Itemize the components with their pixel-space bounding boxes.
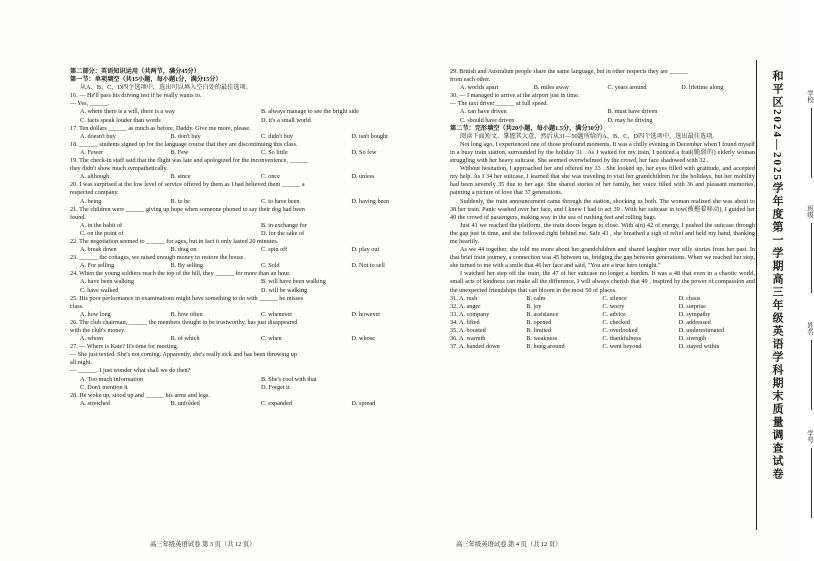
option: C. once (261, 173, 280, 181)
option: C. on the point of (80, 229, 124, 237)
left-column (70, 68, 442, 408)
option: A. have been walking (80, 278, 134, 286)
question-item (70, 206, 442, 238)
school-label: 学校 (806, 90, 813, 103)
school-blank (811, 108, 812, 178)
option: A. being (80, 197, 102, 205)
option: C. years around (607, 84, 647, 92)
question-stem: 24. When the young soldiers reach the top of the hill, they ______ for more than an hour. (70, 270, 291, 278)
option: A. how long (80, 310, 111, 318)
option: D. addressed (678, 318, 711, 326)
option: D. Not to sell (351, 262, 385, 270)
option: D. surprise (678, 302, 706, 310)
cloze-option-row (450, 295, 755, 303)
option: B. unfolded (170, 399, 200, 407)
option-row (70, 400, 442, 408)
question-stem: 26. The club chairman, ______ the members thought to be trustworthy, has just disappeared (70, 318, 298, 326)
option-row (70, 222, 442, 230)
option-row (70, 246, 442, 254)
option: B. joy (526, 302, 542, 310)
option: D. unless (351, 173, 375, 181)
option: B. since (170, 173, 191, 181)
question-stem: 20. I was surprised at the low level of service offered by them as I had believed them ______ a (70, 181, 305, 189)
option: B. drag on (170, 246, 197, 254)
option: A. where there is a will, there is a way (80, 108, 176, 116)
option: A. although (80, 173, 110, 181)
question-stem: class. (70, 302, 84, 310)
option: D. chaos (678, 294, 701, 302)
question-item (70, 295, 442, 319)
option: C. expanded (261, 399, 292, 407)
option: C. didn't buy (261, 132, 293, 140)
question-item (70, 270, 442, 294)
option: A. Fewer (80, 148, 104, 156)
question-stem: 18. ______ students signed up for the language course that they are discontinuing this class. (70, 140, 298, 148)
question-stem: found. (70, 213, 86, 221)
right-question-list (450, 68, 755, 125)
option: D. will be walking (261, 286, 308, 294)
option-row (450, 108, 755, 116)
option-row (70, 335, 442, 343)
class-label: 班级 (806, 205, 813, 218)
cloze-option-row (450, 311, 755, 319)
option: A. whom (80, 335, 104, 343)
question-stem: — She just texted. She's not coming. Apparently, she's really sick and has been throwing up (70, 351, 297, 359)
option: C. spin off (261, 246, 288, 254)
option-row (70, 108, 442, 116)
option-row (70, 133, 442, 141)
option: D. isn't bought (351, 132, 388, 140)
passage-paragraph: Without hesitation, I approached her and offered my 33 . She looked up, her eyes filled with gratitude, and accepted my help. As I 34 her suitcase, I learned that she was traveling to visit her grandchildren for the holidays, but her mobility had been severely 35 due to her age. She shared stories of her family, her voice filled with 36 and pleasant memories, painting a picture of love that 37 generations. (450, 165, 755, 197)
option: C. silence (602, 294, 627, 302)
section2-title: 第二节：完形填空（共20小题，每小题1.5分，满分30分） (450, 124, 607, 132)
question-stem: all night. (70, 359, 92, 367)
option: B. will have been walking (261, 278, 326, 286)
option: D. play out (351, 246, 380, 254)
option: A. Too much information (80, 375, 144, 383)
option: B. of which (170, 335, 200, 343)
option: C. whenever (261, 310, 293, 318)
question-stem: from each other. (450, 76, 491, 84)
passage-paragraph: Suddenly, the train announcement came through the station, shocking us both. The woman realized she was about to 38 her train. Panic washed over her face, and I knew I had to act 39 . With her suitcase in tow(被拖着移动), I guided her 40 the crowd of passengers, making way in the sea of rushing feet and rolling bags. (450, 197, 755, 221)
right-footer: 高三年级英语试卷 第 4 页（共 12 页） (456, 541, 562, 548)
option: C. went beyond (602, 343, 642, 351)
question-stem: with the club's money. (70, 327, 126, 334)
option: B. to be (170, 197, 190, 205)
option: C. to have been (261, 197, 300, 205)
option: C. overlooked (602, 327, 638, 334)
option: B. must have driven (607, 108, 658, 116)
question-stem: — The taxi driver ______ at full speed. (450, 100, 548, 108)
option: D. So few (351, 148, 377, 156)
student-number-label: 学号 (806, 430, 813, 443)
option: A. worlds apart (460, 84, 499, 92)
option: B. in exchange for (261, 221, 307, 229)
cloze-passage (450, 141, 755, 295)
option: C. facts speak louder than words (80, 116, 161, 124)
option: D. strength (678, 335, 707, 343)
option: D. lifetime along (681, 84, 724, 92)
option: C. advice (602, 310, 626, 318)
question-item (70, 392, 442, 408)
option: D. having been (351, 197, 390, 205)
question-stem: respected company. (70, 189, 119, 197)
question-item (70, 238, 442, 254)
section1-title: 第一节：单项填空（共15小题，每小题1分，满分15分） (70, 76, 222, 84)
option: D. Forget it (261, 383, 290, 391)
option: C. Sold (261, 262, 280, 270)
option: B. hung around (526, 343, 565, 351)
option: D. spread (351, 399, 376, 407)
option: 37. A. handed down (450, 343, 500, 351)
question-stem: 21. The children were ______ giving up hope when someone phoned to say their dog had been (70, 205, 305, 213)
option: C. checked (602, 318, 630, 326)
option: D. sympathy (678, 310, 711, 318)
question-item (70, 343, 442, 392)
option-row (450, 84, 755, 92)
option: B. how often (170, 310, 203, 318)
option-row (70, 173, 442, 181)
name-label: 姓名 (806, 322, 813, 335)
option: A. doesn't buy (80, 132, 116, 140)
option: A. can have driven (460, 108, 507, 116)
option-row (70, 287, 442, 295)
option-row (70, 278, 442, 286)
section1-instructions: 从A、B、C、D四个选项中，选出可以填入空白处的最佳选项。 (80, 84, 252, 92)
option: A. in the habit of (80, 221, 123, 229)
cloze-option-row (450, 319, 755, 327)
name-blank (811, 340, 812, 410)
option: A. stretched (80, 399, 110, 407)
section2-instructions: 阅读下面短文，掌握其大意，然后从31—50题所给的A、B、C、D四个选项中，选出最佳选项。 (460, 132, 719, 140)
option: 35. A. boosted (450, 327, 486, 334)
question-item (70, 92, 442, 124)
option: D. may be driving (607, 116, 653, 124)
option: 33. A. company (450, 310, 490, 318)
option-row (70, 384, 442, 392)
option-row (450, 117, 755, 125)
question-item (450, 68, 755, 92)
class-blank (811, 223, 812, 293)
cloze-option-row (450, 335, 755, 343)
option: C. worry (602, 302, 625, 310)
option-row (70, 198, 442, 206)
option: B. miles away (533, 84, 569, 92)
option-row (70, 262, 442, 270)
left-footer: 高三年级英语试卷 第 3 页（共 12 页） (150, 541, 256, 548)
option: D. however (351, 310, 381, 318)
option: B. assistance (526, 310, 559, 318)
option: 34. A. lifted (450, 318, 480, 326)
question-item (70, 141, 442, 157)
option: D. for the sake of (261, 229, 305, 237)
option: 32. A. anger (450, 302, 481, 310)
cloze-option-row (450, 327, 755, 335)
option-row (70, 149, 442, 157)
question-item (70, 181, 442, 205)
question-stem: 28. He woke up, stood up and ______ his arms and legs. (70, 391, 210, 399)
question-stem: they didn't show much sympathetically. (70, 165, 168, 173)
option-row (70, 117, 442, 125)
option-row (70, 230, 442, 238)
cloze-option-row (450, 343, 755, 351)
question-item (70, 157, 442, 181)
option: C. when (261, 335, 282, 343)
question-stem: 22. The negotiation seemed to ______ for ages, but in fact it only lasted 20 minutes. (70, 237, 279, 245)
exam-title: 和平区2024—2025学年度第一学期高三年级英语学科期末质量调查试卷 (771, 70, 783, 481)
binding-margin (756, 60, 813, 530)
passage-paragraph: I watched her step off the train, the 47 of her suitcase no longer a burden. It was a 48 that even in a chaotic world, small acts of kindness can make all the difference. I will always cherish that 49 , inspired by the power of compassion and the unexpected friendships that can bloom in the most 50 of places. (450, 270, 755, 294)
option: C. thankfulness (602, 335, 641, 343)
option: 36. A. warmth (450, 335, 486, 343)
question-stem: — Yes, ______. (70, 100, 110, 108)
passage-paragraph: Not long ago, I experienced one of those profound moments. It was a chilly evening in December when I found myself in a busy train station, surrounded by the holiday 31 . As I waited for my train, I noticed a frail(脆弱的) elderly woman struggling with her heavy suitcase. She seemed overwhelmed by the crowd, her face shadowed with 32 . (450, 140, 755, 165)
option-row (70, 376, 442, 384)
right-column (450, 68, 755, 351)
student-number-blank (811, 448, 812, 518)
question-item (70, 319, 442, 343)
option: B. always manage to see the bright side (261, 108, 359, 116)
option: B. By selling (170, 262, 203, 270)
passage-paragraph: Just 41 we reached the platform, the train doors began to close. With a(n) 42 of energy, I pushed the suitcase through the gap just in time, and she followed right behind me. Safe 43 , she breathed a sigh of relief and held my hand, thanking me heartily. (450, 221, 755, 245)
option: C. Don't mention it (80, 383, 128, 391)
option: B. weakness (526, 335, 558, 343)
option: B. limited (526, 327, 551, 334)
option: B. She's cool with that (261, 375, 317, 383)
passage-paragraph: As we 44 together, she told me more about her grandchildren and shared laughter over silly stories from her past. In that brief train journey, a connection was 45 between us, bridging the gap between generations. When we reached her stop, she turned to me with a smile that 46 her face and said, "You are a true hero tonight." (450, 246, 755, 270)
option: D. underestimated (678, 327, 725, 334)
question-stem: 19. The check-in staff said that the flight was late and apologized for the inconvenience, ______ (70, 157, 309, 165)
option: A. break down (80, 246, 117, 254)
option: C. have walked (80, 286, 119, 294)
option: C. should have driven (460, 116, 515, 124)
cloze-option-row (450, 303, 755, 311)
right-page (446, 0, 813, 561)
section-header: 第二部分：英语知识运用（共两节，满分45分） (70, 68, 200, 75)
option: D. whose (351, 335, 375, 343)
option: D. it's a small world (261, 116, 311, 124)
cloze-options (450, 295, 755, 352)
left-question-list (70, 92, 442, 408)
question-stem: 23. ______ the cottages, we raised enough money to restore the house. (70, 254, 245, 262)
option: B. calm (526, 294, 546, 302)
question-stem: 16. — He'll pass his driving test if he really wants to. (70, 92, 202, 100)
question-item (450, 92, 755, 124)
option-row (70, 311, 442, 319)
question-item (70, 254, 442, 270)
question-stem: 29. British and Australian people share the same language, but in other respects they are ______ (450, 68, 688, 75)
option: B. don't buy (170, 132, 201, 140)
question-stem: 17. Ten dollars ______ as much as before, Daddy. Give me more, please. (70, 124, 251, 132)
option: B. Few (170, 148, 189, 156)
question-stem: 25. His poor performance in examinations might have something to do with ______ he misses (70, 294, 304, 302)
question-stem: — ______. I just wonder what shall we do then? (70, 367, 191, 375)
question-stem: 27. — Where is Kate? It's time for meeting. (70, 343, 179, 351)
option: 31. A. rush (450, 294, 478, 302)
option: D. stayed within (678, 343, 720, 351)
option: C. So little (261, 148, 288, 156)
question-item (70, 125, 442, 141)
question-stem: 30. — I managed to arrive at the airport just in time. (450, 92, 580, 100)
option: A. For selling (80, 262, 115, 270)
option: B. opened (526, 318, 552, 326)
